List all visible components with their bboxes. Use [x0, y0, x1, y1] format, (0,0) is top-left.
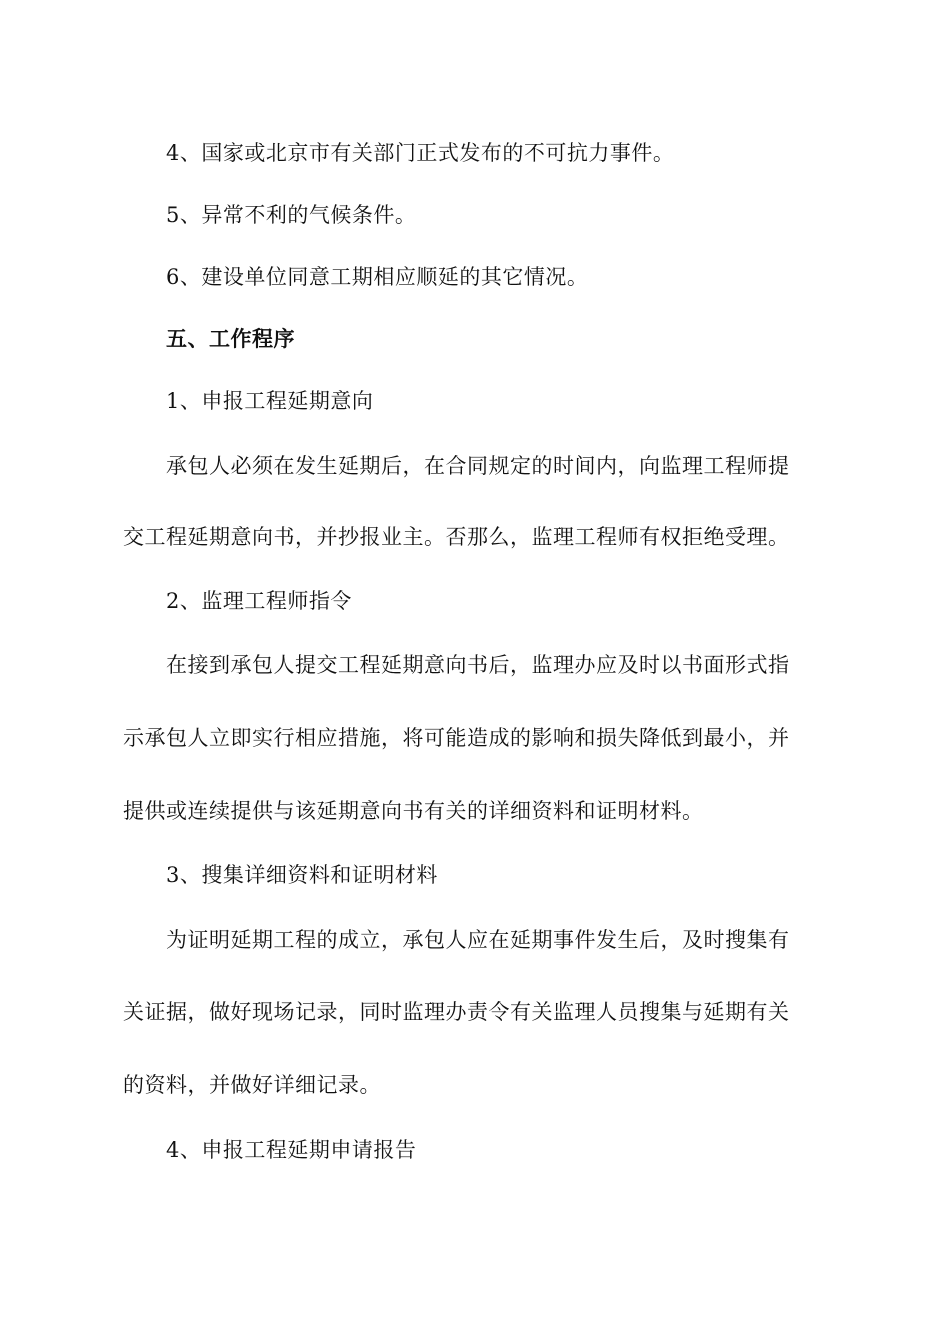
subheading-extension-report: 4、申报工程延期申请报告 [166, 1138, 417, 1162]
paragraph-line: 关证据，做好现场记录，同时监理办责令有关监理人员搜集与延期有关 [123, 1000, 790, 1024]
paragraph-line: 在接到承包人提交工程延期意向书后，监理办应及时以书面形式指 [166, 653, 790, 677]
section-heading-procedure: 五、工作程序 [166, 327, 295, 351]
paragraph-line: 提供或连续提供与该延期意向书有关的详细资料和证明材料。 [123, 799, 704, 823]
paragraph-line: 为证明延期工程的成立，承包人应在延期事件发生后，及时搜集有 [166, 928, 790, 952]
subheading-declare-intent: 1、申报工程延期意向 [166, 389, 374, 413]
list-item-weather: 5、异常不利的气候条件。 [166, 203, 417, 227]
paragraph-line: 示承包人立即实行相应措施，将可能造成的影响和损失降低到最小，并 [123, 726, 790, 750]
paragraph-line: 承包人必须在发生延期后，在合同规定的时间内，向监理工程师提 [166, 454, 790, 478]
list-item-other-cases: 6、建设单位同意工期相应顺延的其它情况。 [166, 265, 589, 289]
subheading-engineer-instruction: 2、监理工程师指令 [166, 589, 352, 613]
list-item-force-majeure: 4、国家或北京市有关部门正式发布的不可抗力事件。 [166, 141, 675, 165]
paragraph-line: 交工程延期意向书，并抄报业主。否那么，监理工程师有权拒绝受理。 [123, 525, 790, 549]
paragraph-line: 的资料，并做好详细记录。 [123, 1073, 381, 1097]
subheading-collect-materials: 3、搜集详细资料和证明材料 [166, 863, 438, 887]
